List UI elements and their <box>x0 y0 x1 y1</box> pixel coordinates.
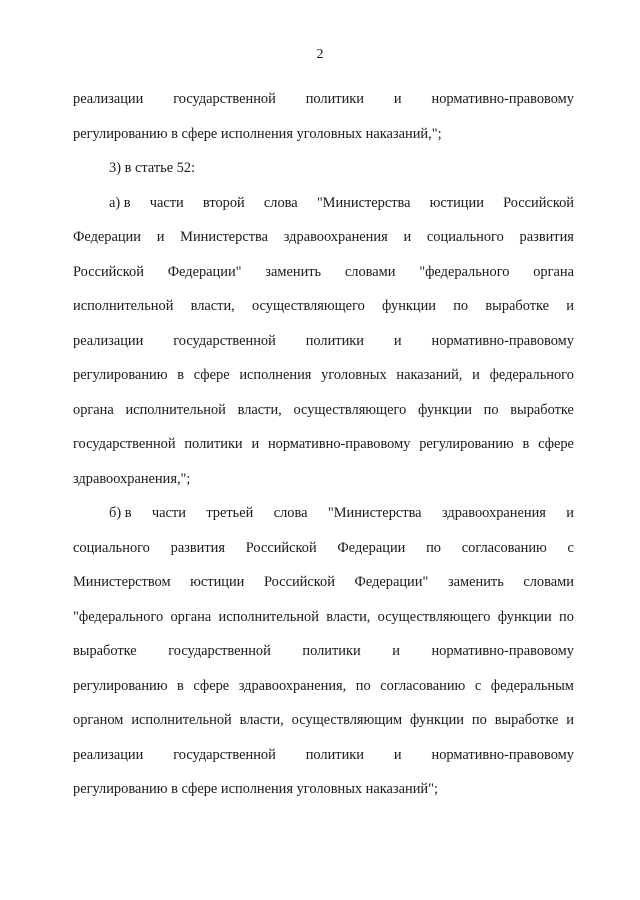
text-line: а) в части второй слова "Министерства юстиции Российской <box>109 194 574 211</box>
text-line: социального развития Российской Федерации по согласованию с <box>73 539 574 556</box>
text-line: Российской Федерации" заменить словами "федерального органа <box>73 263 574 280</box>
text-line: "федерального органа исполнительной власти, осуществляющего функции по <box>73 608 574 625</box>
text-line: органа исполнительной власти, осуществляющего функции по выработке <box>73 401 574 418</box>
text-line: Федерации и Министерства здравоохранения и социального развития <box>73 229 574 245</box>
text-line: реализации государственной политики и нормативно-правовому <box>73 746 574 763</box>
document-body <box>73 82 574 807</box>
text-line: выработке государственной политики и нормативно-правовому <box>73 643 574 659</box>
text-line: здравоохранения,"; <box>73 470 191 487</box>
text-line: государственной политики и нормативно-правовому регулированию в сфере <box>73 436 574 452</box>
text-line: регулированию в сфере здравоохранения, по согласованию с федеральным <box>73 677 574 694</box>
text-line: Министерством юстиции Российской Федерации" заменить словами <box>73 574 574 590</box>
text-line: регулированию в сфере исполнения уголовных наказаний,"; <box>73 125 442 142</box>
text-line-item-heading: 3) в статье 52: <box>109 160 196 176</box>
page-number: 2 <box>316 47 324 62</box>
text-line: органом исполнительной власти, осуществляющим функции по выработке и <box>73 712 574 728</box>
text-line: реализации государственной политики и нормативно-правовому <box>73 91 574 107</box>
text-line: исполнительной власти, осуществляющего функции по выработке и <box>73 298 574 314</box>
text-line: регулированию в сфере исполнения уголовных наказаний"; <box>73 781 438 797</box>
text-line: б) в части третьей слова "Министерства здравоохранения и <box>109 505 574 521</box>
text-line: реализации государственной политики и нормативно-правовому <box>73 332 574 349</box>
text-line: регулированию в сфере исполнения уголовных наказаний, и федерального <box>73 367 574 383</box>
